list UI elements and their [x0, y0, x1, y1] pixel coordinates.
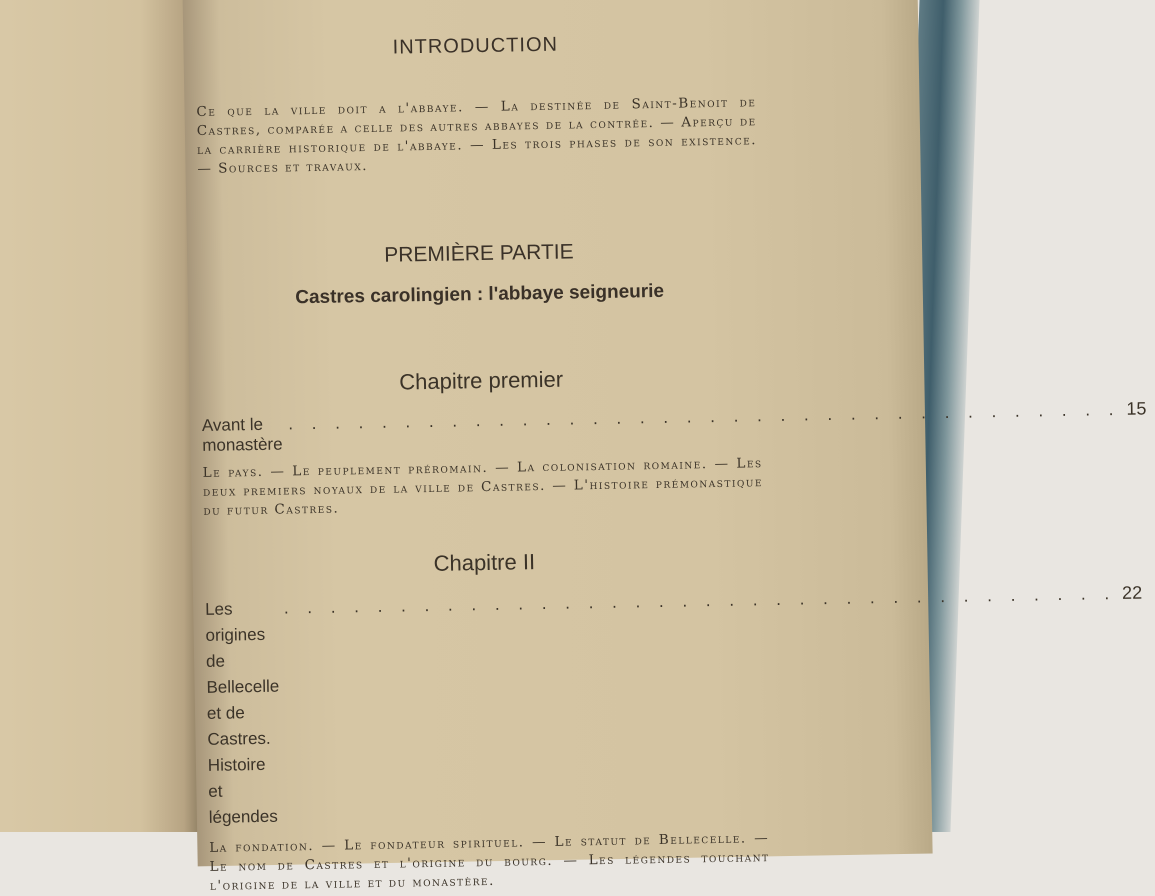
toc-entry [201, 398, 1147, 456]
introduction-summary: Ce que la ville doit a l'abbaye. — La destinée de Saint-Benoit de Castres, comparée a celle des autres abbayes de la contrée. — Aperçu de la carrière historique de l'abbaye. — Les trois phases de son existence. — Sources et travaux. [196, 94, 758, 177]
chapter-title: Avant le monastère [201, 414, 283, 455]
introduction-title: INTRODUCTION [392, 33, 559, 59]
page-number: 22 [1121, 582, 1143, 603]
left-page [0, 0, 200, 832]
chapter-title: Les origines de Bellecelle et de Castres. Histoire et légendes [204, 599, 280, 827]
part-title: PREMIÈRE PARTIE [384, 240, 574, 267]
chapter-heading: Chapitre II [433, 549, 536, 576]
page-number: 15 [1126, 398, 1147, 419]
leader-dots: . . . . . . . . . . . . . . . . . . . . . . . . . . . . . . . . . . . . [288, 399, 1121, 434]
toc-entry [204, 582, 1143, 831]
chapter-summary: La fondation. — Le fondateur spirituel. — Le statut de Bellecelle. — Le nom de Castres et l'origine du bourg. — Les légendes touchant l'origine de la ville et du monastère. [209, 830, 770, 894]
table-of-contents [195, 20, 1147, 896]
part-subtitle: Castres carolingien : l'abbaye seigneurie [295, 280, 665, 309]
leader-dots: . . . . . . . . . . . . . . . . . . . . . . . . . . . . . . . . . . . . [283, 584, 1117, 618]
chapter-heading: Chapitre premier [399, 366, 564, 395]
chapter-summary: Le pays. — Le peuplement préromain. — La colonisation romaine. — Les deux premiers noyaux de la ville de Castres. — L'histoire prémonastique du futur Castres. [202, 455, 764, 519]
